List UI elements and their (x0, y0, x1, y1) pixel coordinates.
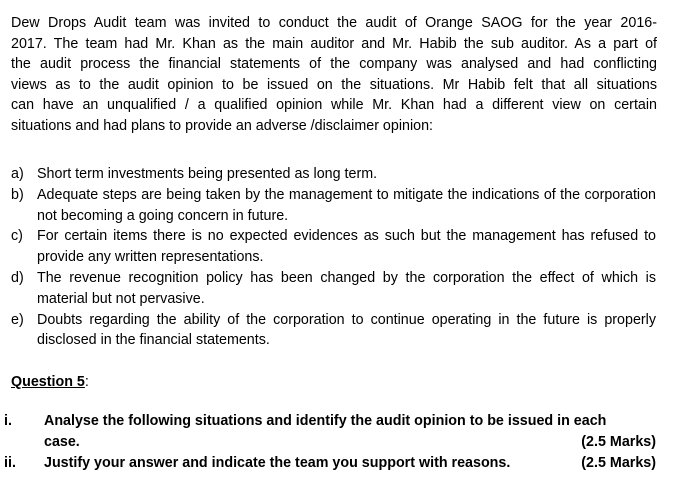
question-heading-suffix: : (84, 374, 89, 390)
situation-letter: b) (11, 186, 24, 203)
situation-text: The revenue recognition policy has been changed by the corporation the effect of which is material but not pervasive. (37, 269, 656, 307)
question-part-text: case. (44, 434, 80, 450)
situation-letter: d) (11, 269, 24, 286)
question-part-line: Analyse the following situations and identify the audit opinion to be issued in each (44, 413, 607, 429)
question-part (4, 411, 656, 453)
situation-item (11, 310, 656, 352)
intro-line: can have an unqualified / a qualified opinion while Mr. Khan had a different view on certain (11, 97, 657, 114)
question-part-line (44, 432, 656, 453)
intro-line: views as to the audit opinion to be issued on the situations. Mr Habib felt that all situations (11, 76, 657, 93)
situation-letter: e) (11, 311, 24, 328)
situation-item (11, 185, 656, 227)
question-parts (4, 411, 656, 474)
question-part-number: ii. (4, 455, 16, 471)
question-part (4, 453, 656, 474)
intro-line: 2017. The team had Mr. Khan as the main auditor and Mr. Habib the sub auditor. As a part of (11, 35, 657, 52)
question-heading (11, 372, 89, 392)
situation-text: Doubts regarding the ability of the corporation to continue operating in the future is properly disclosed in the financial statements. (37, 311, 656, 349)
situation-letter: a) (11, 166, 24, 182)
intro-line: Dew Drops Audit team was invited to conduct the audit of Orange SAOG for the year 2016- (11, 15, 657, 31)
situation-item (11, 164, 656, 185)
situation-text: Adequate steps are being taken by the management to mitigate the indications of the corporation not becoming a going concern in future. (37, 186, 656, 224)
situation-item (11, 226, 656, 268)
question-part-line (44, 453, 656, 474)
intro-paragraph (11, 13, 657, 137)
situation-letter: c) (11, 228, 23, 245)
situation-item (11, 268, 656, 310)
marks-label: (2.5 Marks) (581, 455, 656, 471)
intro-line: situations and had plans to provide an adverse /disclaimer opinion: (11, 117, 434, 134)
question-heading-text: Question 5 (11, 374, 85, 390)
question-part-number: i. (4, 413, 12, 429)
situations-list (11, 164, 656, 351)
question-part-text: Justify your answer and indicate the team you support with reasons. (44, 455, 511, 471)
marks-label: (2.5 Marks) (581, 434, 656, 450)
situation-text: For certain items there is no expected evidences as such but the management has refused to provide any written representations. (37, 228, 656, 266)
intro-line: the audit process the financial statements of the company was analysed and had conflicting (11, 56, 657, 73)
situation-text: Short term investments being presented as long term. (37, 166, 378, 182)
